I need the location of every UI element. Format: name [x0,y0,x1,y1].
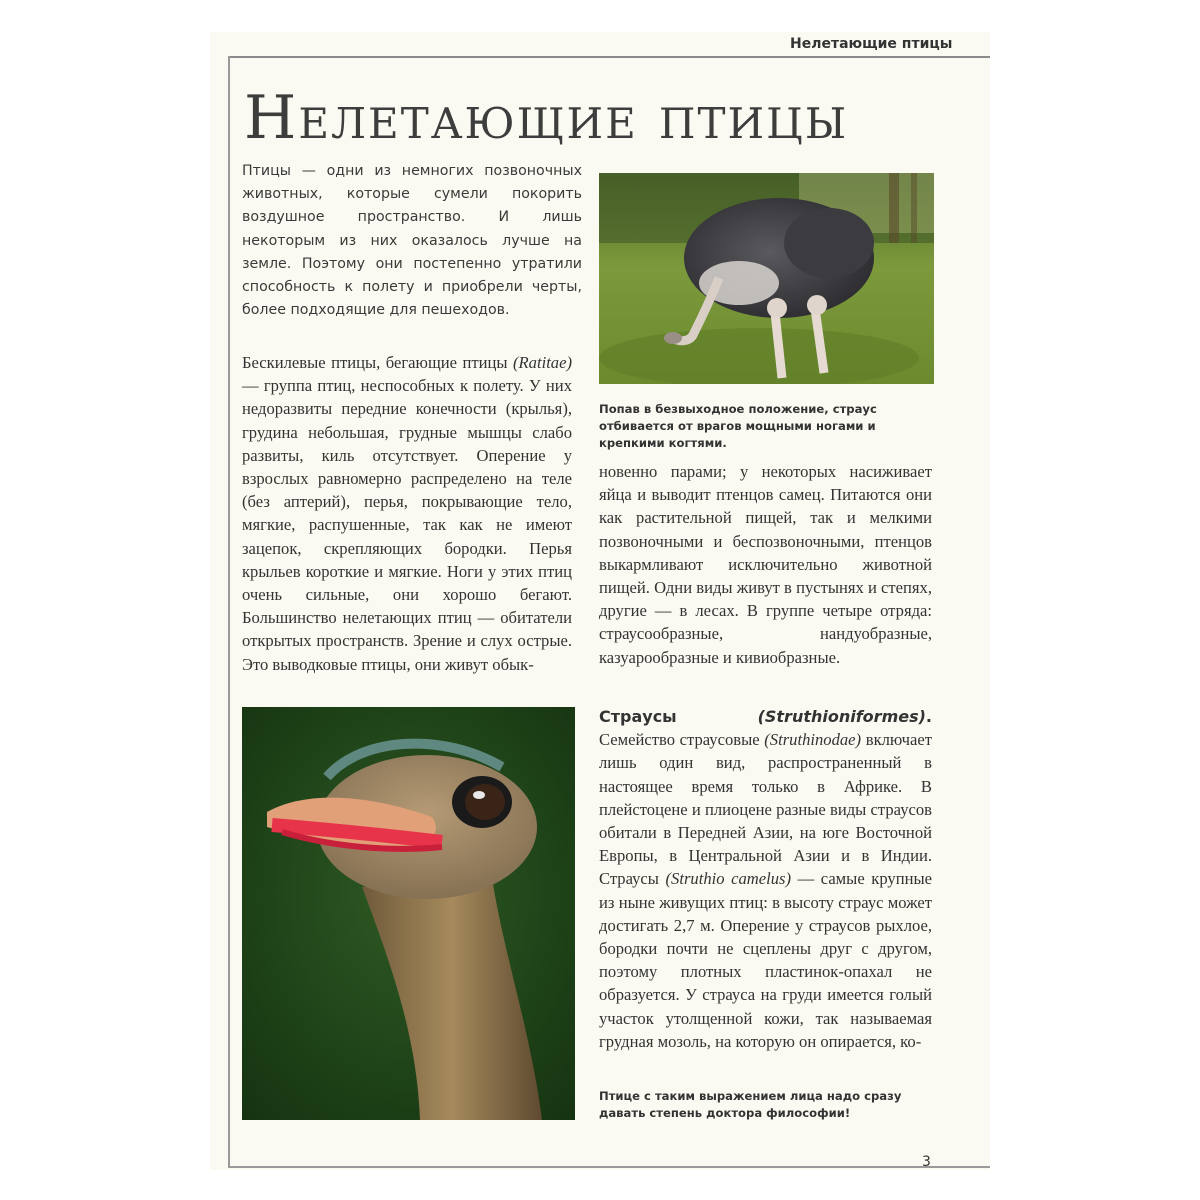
ratites-latin: (Ratitae) [513,353,572,372]
photo2-caption: Птице с таким выражением лица надо сразу давать степень доктора философии! [599,1089,902,1120]
family-latin: (Struthinodae) [764,730,862,750]
frame-bottom-rule [228,1166,990,1168]
species-latin: (Struthio camelus) [665,869,791,889]
ostriches-heading-latin: (Struthioniformes) [757,707,926,726]
ratites-text-cont: — группа птиц, неспособных к полету. У них недоразвиты передние конечности (крылья), грудина небольшая, грудные мышцы слабо развиты, киль отсутствует. Оперение у взрослых равномерно распределено на теле (без аптерий), перья, покрывающие тело, мягкие, распушенные, так как не имеют зацепок, скрепляющих бородки. Перья крыльев короткие и мягкие. Ноги у этих птиц очень сильные, они хорошо бегают. Большинство нелетающих птиц — обитатели открытых пространств. Зрение и слух острые. Это выводковые птицы, они живут обык- [242,376,572,674]
photo1-caption: Попав в безвыходное положение, страус отбивается от врагов мощными ногами и крепкими когтями. [599,402,877,450]
ostrich-head-photo [242,707,575,1120]
ostrich-grazing-photo [599,173,934,384]
frame-left-rule [228,56,230,1168]
ostriches-heading: Страусы (Struthioniformes). [599,707,932,726]
ratites-text: Бескилевые птицы, бегающие птицы [242,353,514,372]
page-title: Нелетающие птицы [244,83,849,153]
header-rule [228,56,990,58]
page-number: 3 [922,1154,931,1170]
ostriches-paragraph: Страусы (Struthioniformes). Семейство страусовые (Struthinodae) включает лишь один вид, распространенный в настоящее время только в Африке. В плейстоцене и плиоцене разные виды страусов обитали в Передней Азии, на юге Восточной Европы, в Центральной Азии и в Индии. Страусы (Struthio camelus) — самые крупные из ныне живущих птиц: в высоту страус может достигать 2,7 м. Оперение у страусов рыхлое, бородки почти не сцеплены друг с другом, поэтому плотных пластинок-опахал не образуется. У страуса на груди имеется голый участок утолщенной кожи, так называемая грудная мозоль, на которую он опирается, ко- [599,707,933,1051]
ratites-paragraph-col2: новенно парами; у некоторых насиживает яйца и выводит птенцов самец. Питаются они как растительной пищей, так и мелкими позвоночными и беспозвоночными, птенцов выкармливают исключительно животной пищей. Одни виды живут в пустынях и степях, другие — в лесах. В группе четыре отряда: страусообразные, нандуобразные, казуарообразные и кивиобразные. [599,462,932,667]
intro-paragraph: Птицы — одни из немногих позвоночных животных, которые сумели покорить воздушное пространство. И лишь некоторым из них оказалось лучше на земле. Поэтому они постепенно утратили способность к полету и приобрели черты, более подходящие для пешеходов. [242,163,582,319]
running-head: Нелетающие птицы [790,36,953,52]
ratites-paragraph-col1 [242,351,572,676]
